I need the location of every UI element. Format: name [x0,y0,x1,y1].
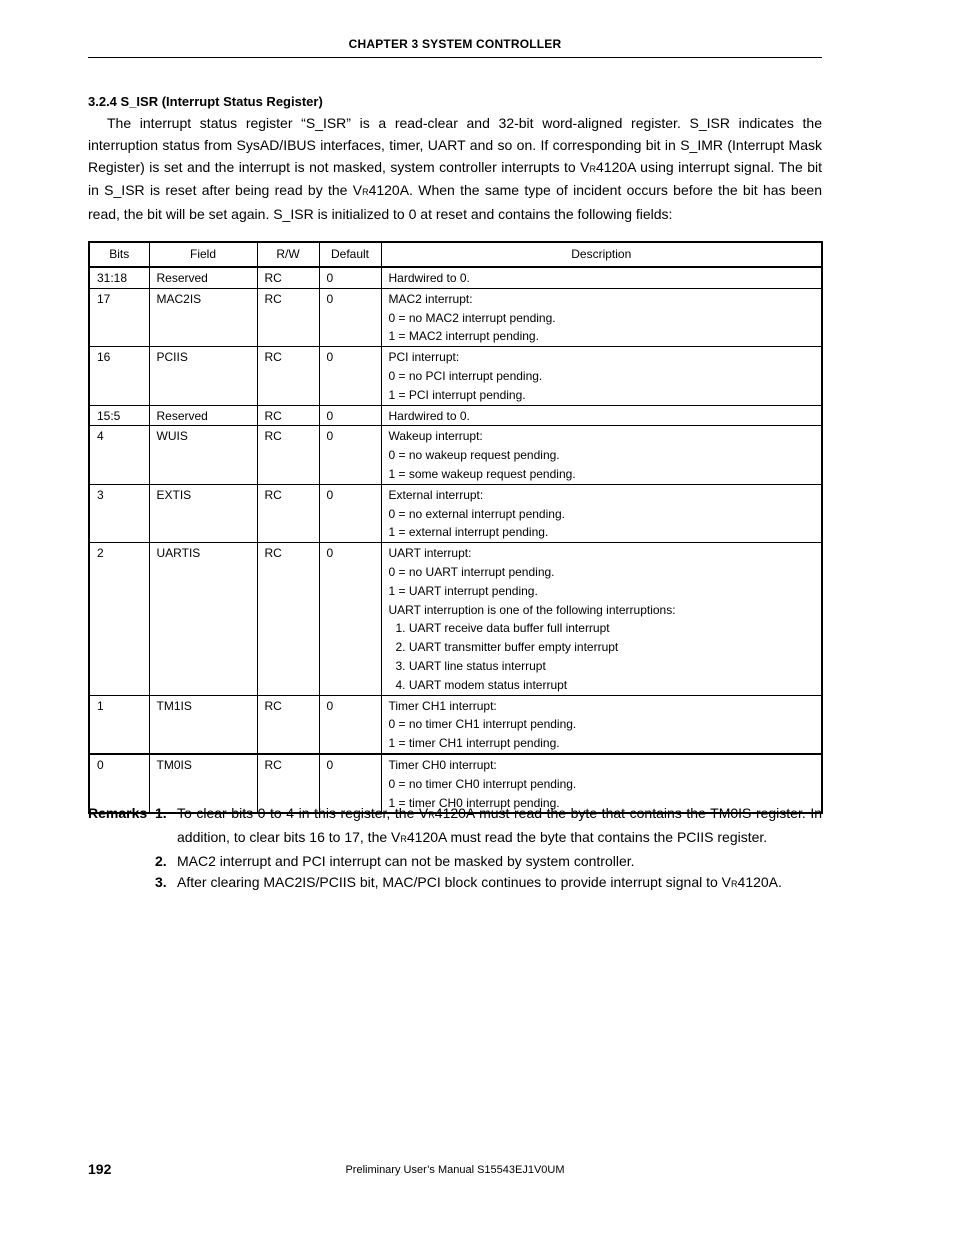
remark-subscript: R [428,810,435,820]
intro-text: 4120A. When the same type of incident occurs before the bit has been read, the bit will be set again. S_ISR is initialized to 0 at reset and contains the following fields: [88,182,822,223]
intro-text: The interrupt status register “S_ISR” is a read-clear and 32-bit word-aligned register. S_ISR indicates the interruption status from SysAD/IBUS interfaces, timer, UART and so on. If corresponding bit in S_IMR (Interrupt Mask Register) is set and the interrupt is not masked, system controller interrupts to V [88,115,822,175]
cell-bits: 16 [89,347,149,405]
cell-default: 0 [319,347,381,405]
cell-rw: RC [257,288,319,346]
description-line: 1 = MAC2 interrupt pending. [388,329,539,344]
cell-bits: 1 [89,695,149,754]
cell-rw: RC [257,543,319,695]
description-line: 0 = no external interrupt pending. [388,506,565,521]
cell-default: 0 [319,695,381,754]
table-body [89,267,822,813]
remark-subscript: R [731,879,738,890]
cell-field: Reserved [149,405,257,426]
description-line: 1 = timer CH0 interrupt pending. [388,795,560,810]
cell-bits: 2 [89,543,149,695]
description-line: External interrupt: [388,487,484,502]
description-line: 0 = no timer CH0 interrupt pending. [388,776,577,791]
header-default: Default [319,242,381,267]
cell-description [381,347,822,405]
cell-default: 0 [319,754,381,813]
cell-description [381,405,822,426]
cell-field: TM0IS [149,754,257,813]
cell-description [381,695,822,754]
cell-rw: RC [257,347,319,405]
intro-subscript: R [362,187,369,198]
description-line: 0 = no wakeup request pending. [388,448,560,463]
table-row [89,288,822,346]
cell-bits: 4 [89,426,149,484]
remarks-label: Remarks [88,805,148,821]
description-subitem: 4. UART modem status interrupt [395,677,568,692]
cell-rw: RC [257,405,319,426]
header-field: Field [149,242,257,267]
description-line: 0 = no MAC2 interrupt pending. [388,310,556,325]
remark-item [88,851,822,873]
cell-rw: RC [257,426,319,484]
cell-description [381,543,822,695]
cell-bits: 15:5 [89,405,149,426]
page-number: 192 [88,1161,112,1177]
cell-field: UARTIS [149,543,257,695]
description-line: MAC2 interrupt: [388,291,473,306]
table-header-row [89,242,822,267]
description-line: 1 = PCI interrupt pending. [388,387,526,402]
remark-number: 3. [155,874,167,891]
cell-default: 0 [319,288,381,346]
cell-bits: 3 [89,484,149,542]
cell-field: WUIS [149,426,257,484]
table-row [89,426,822,484]
description-line: 1 = external interrupt pending. [388,525,549,540]
cell-default: 0 [319,426,381,484]
description-line: Hardwired to 0. [388,408,470,423]
cell-description [381,267,822,288]
description-line: 0 = no PCI interrupt pending. [388,368,543,383]
footer-manual: Preliminary User’s Manual S15543EJ1V0UM [345,1164,565,1176]
cell-rw: RC [257,484,319,542]
remark-text: After clearing MAC2IS/PCIIS bit, MAC/PCI block continues to provide interrupt signal to V [177,874,732,891]
description-subitem: 1. UART receive data buffer full interrupt [395,621,610,636]
cell-default: 0 [319,484,381,542]
cell-description [381,484,822,542]
register-table [88,241,823,814]
intro-text: 4120A using interrupt signal. The bit in S_ISR is reset after being read by the V [88,158,822,199]
remark-number: 1. [155,805,167,821]
table-row [89,695,822,754]
cell-rw: RC [257,695,319,754]
intro-paragraph [88,113,822,226]
cell-field: MAC2IS [149,288,257,346]
header-description: Description [381,242,822,267]
description-line: Hardwired to 0. [388,271,470,285]
remarks [88,803,822,896]
header-rule [88,57,822,58]
remark-text: 4120A must read the byte that contains the TM0IS register. In addition, to clear bits 16 to 17, the V [177,805,823,845]
description-line: 0 = no UART interrupt pending. [388,564,555,579]
table-row [89,267,822,288]
cell-field: TM1IS [149,695,257,754]
description-line: Timer CH1 interrupt: [388,698,497,713]
cell-bits: 31:18 [89,267,149,288]
remark-item [88,872,822,896]
cell-rw: RC [257,267,319,288]
description-line: PCI interrupt: [388,350,460,365]
cell-field: EXTIS [149,484,257,542]
cell-rw: RC [257,754,319,813]
intro-subscript: R [589,163,597,174]
description-line: Timer CH0 interrupt: [388,757,497,772]
cell-field: Reserved [149,267,257,288]
section-title: 3.2.4 S_ISR (Interrupt Status Register) [88,94,323,109]
remark-text: To clear bits 0 to 4 in this register, the V [177,805,429,821]
cell-default: 0 [319,405,381,426]
table-row [89,405,822,426]
description-line: 1 = UART interrupt pending. [388,583,538,598]
chapter-header: CHAPTER 3 SYSTEM CONTROLLER [348,37,562,51]
remark-text: MAC2 interrupt and PCI interrupt can not be masked by system controller. [177,852,635,869]
cell-field: PCIIS [149,347,257,405]
description-line: UART interruption is one of the following interruptions: [388,602,676,617]
header-bits: Bits [89,242,149,267]
cell-bits: 17 [89,288,149,346]
table-row [89,543,822,695]
remark-subscript: R [400,833,407,844]
remark-text: 4120A must read the byte that contains the PCIIS register. [406,828,768,845]
table-row [89,484,822,542]
remark-number: 2. [155,852,167,869]
cell-default: 0 [319,543,381,695]
description-line: 1 = timer CH1 interrupt pending. [388,736,560,751]
description-line: Wakeup interrupt: [388,429,483,444]
description-line: 0 = no timer CH1 interrupt pending. [388,717,577,732]
cell-bits: 0 [89,754,149,813]
description-subitem: 3. UART line status interrupt [395,658,546,673]
remark-item [88,803,822,851]
table-row [89,347,822,405]
remark-text: 4120A. [737,874,782,891]
cell-description [381,426,822,484]
description-line: UART interrupt: [388,546,472,561]
header-rw: R/W [257,242,319,267]
cell-description [381,288,822,346]
description-subitem: 2. UART transmitter buffer empty interrupt [395,640,619,655]
cell-default: 0 [319,267,381,288]
description-line: 1 = some wakeup request pending. [388,466,576,481]
